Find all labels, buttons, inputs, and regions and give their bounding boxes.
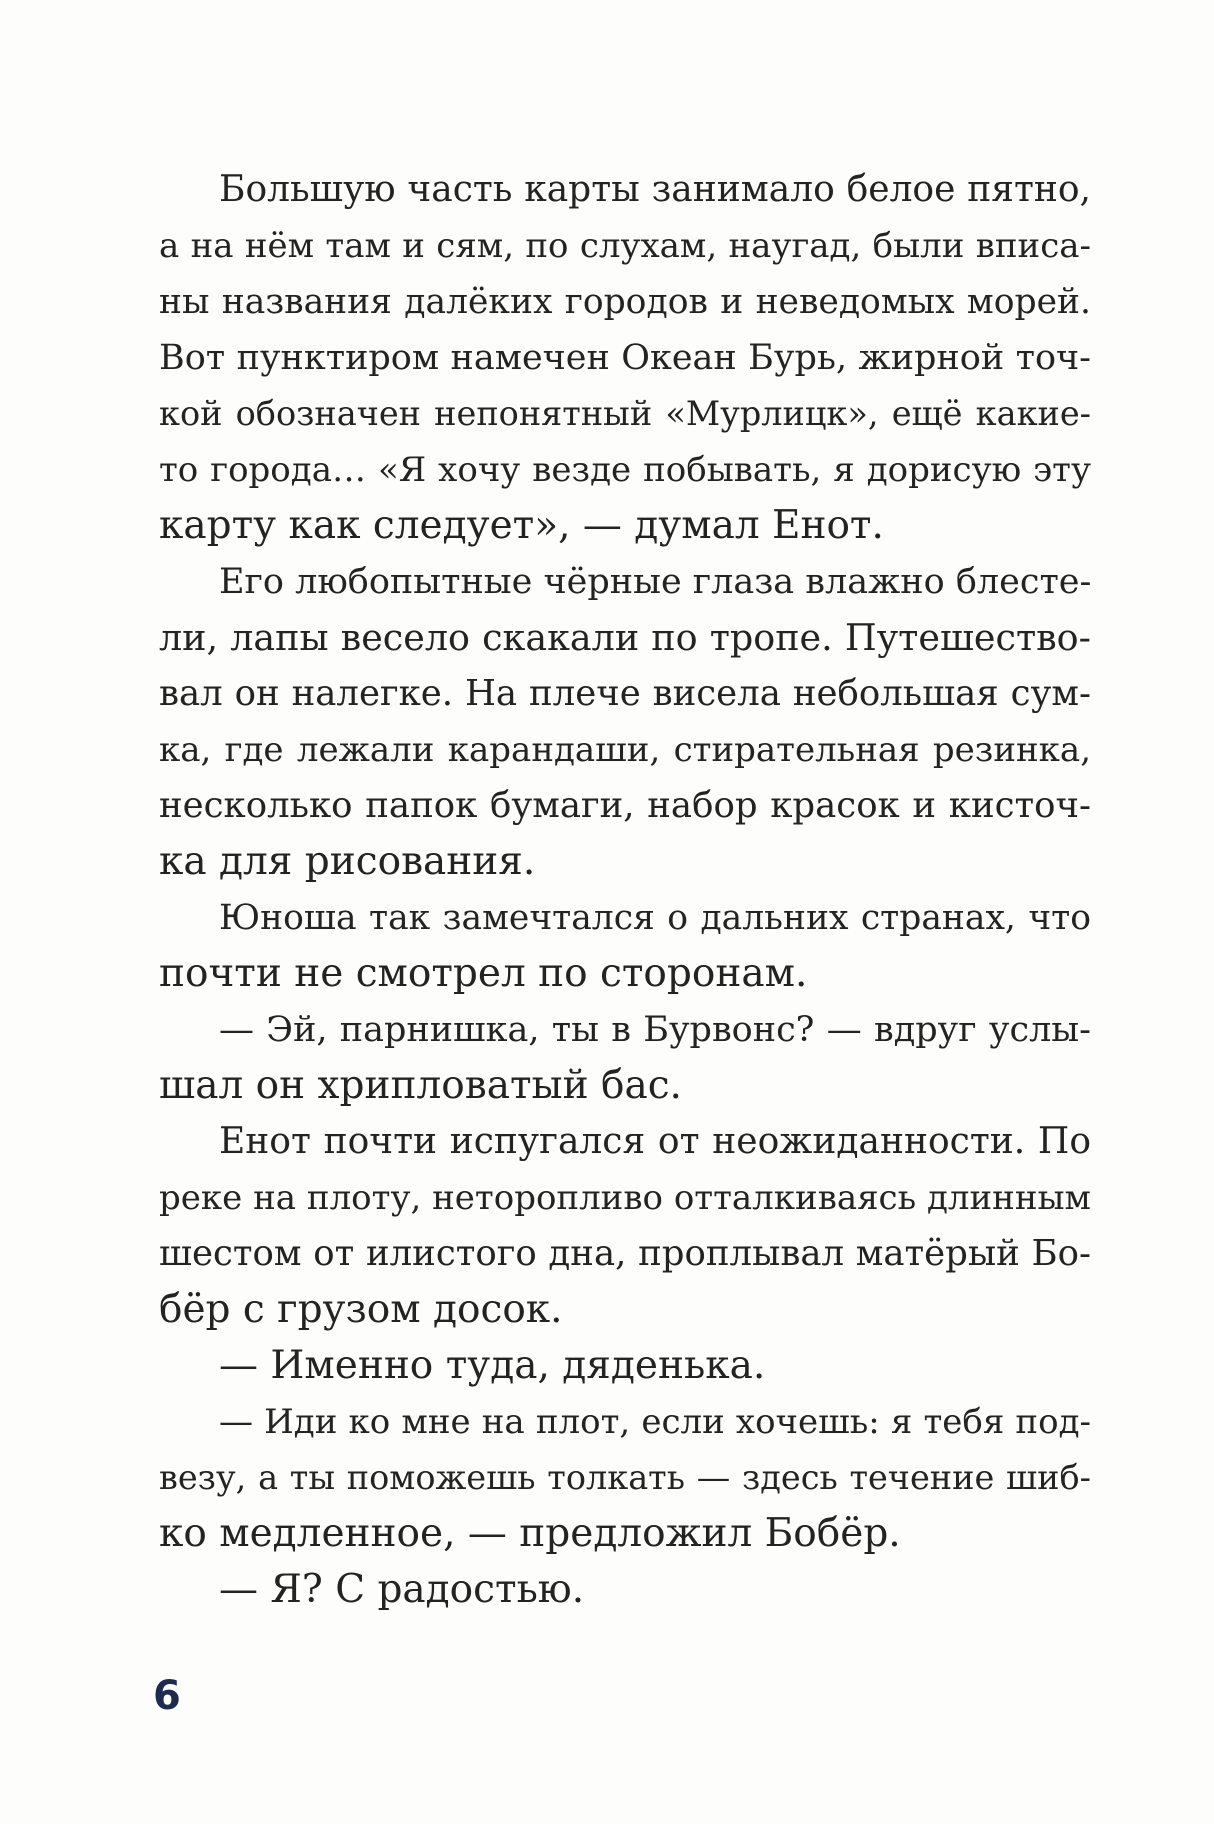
text-line: кой обозначен непонятный «Мурлицк», ещё какие-	[159, 394, 1091, 433]
text-line: ли, лапы весело скакали по тропе. Путешество-	[159, 616, 1091, 659]
text-line: а на нём там и сям, по слухам, наугад, были вписа-	[159, 226, 1091, 266]
text-line: Юноша так замечтался о дальних странах, что	[219, 898, 1091, 938]
text-line: несколько папок бумаги, набор красок и кисточ-	[159, 785, 1091, 826]
page-number: 6	[153, 1673, 181, 1719]
text-line: — Я? С радостью.	[219, 1567, 585, 1612]
text-line: ка, где лежали карандаши, стирательная резинка,	[159, 730, 1091, 770]
text-line: Вот пунктиром намечен Океан Бурь, жирной точ-	[159, 338, 1091, 378]
text-line: реке на плоту, неторопливо отталкиваясь длинным	[159, 1178, 1091, 1218]
text-line: везу, а ты поможешь толкать — здесь течение шиб-	[159, 1458, 1091, 1497]
text-line: Его любопытные чёрные глаза влажно блесте-	[219, 562, 1092, 602]
body-text	[159, 162, 1091, 1618]
text-line: — Именно туда, дяденька.	[219, 1343, 766, 1388]
text-line: карту как следует», — думал Енот.	[159, 503, 884, 548]
text-line: ко медленное, — предложил Бобёр.	[159, 1511, 901, 1556]
text-line: то города… «Я хочу везде побывать, я дорисую эту	[159, 450, 1091, 490]
text-line: ны названия далёких городов и неведомых морей.	[159, 282, 1091, 322]
text-line: ка для рисования.	[159, 839, 536, 884]
text-line: Енот почти испугался от неожиданности. По	[219, 1121, 1091, 1162]
text-line: — Эй, парнишка, ты в Бурвонс? — вдруг услы-	[219, 1010, 1091, 1050]
text-line: шестом от илистого дна, проплывал матёрый Бо-	[159, 1233, 1091, 1274]
text-line: почти не смотрел по сторонам.	[159, 951, 808, 996]
text-line: вал он налегке. На плече висела небольшая сум-	[159, 673, 1091, 714]
text-line: бёр с грузом досок.	[159, 1287, 563, 1332]
text-line: шал он хрипловатый бас.	[159, 1063, 682, 1108]
text-line: Большую часть карты занимало белое пятно,	[219, 169, 1091, 210]
text-line: — Иди ко мне на плот, если хочешь: я тебя под-	[219, 1402, 1091, 1442]
